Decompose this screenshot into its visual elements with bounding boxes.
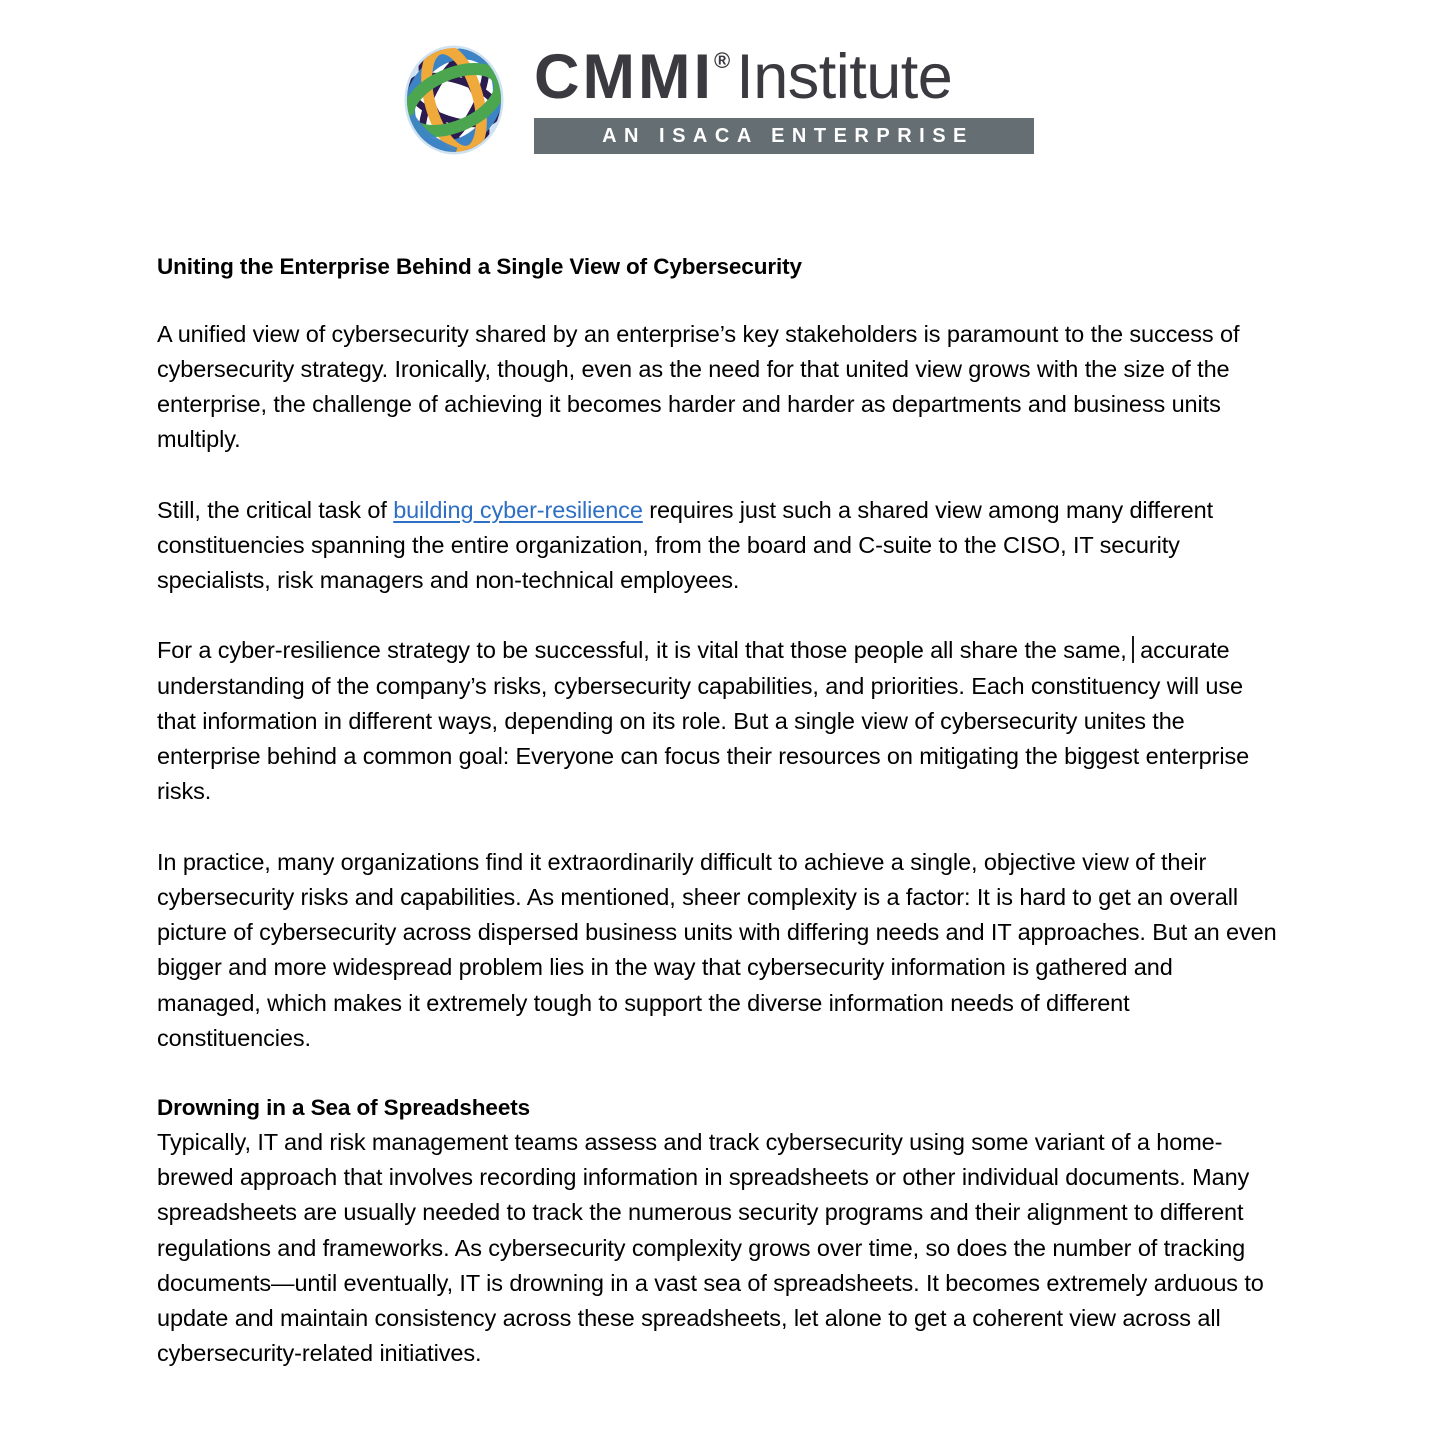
logo-tagline-bar: AN ISACA ENTERPRISE <box>534 118 1034 154</box>
section-subheading-spreadsheets: Drowning in a Sea of Spreadsheets <box>157 1095 531 1121</box>
logo-registered-mark: ® <box>713 48 731 73</box>
logo-lockup <box>400 38 1034 158</box>
paragraph-5: Typically, IT and risk management teams assess and track cybersecurity using some variant of a home-brewed approach that involves recording information in spreadsheets or other individual documents. Many spreadsheets are usually needed to track the numerous security programs and their alignment to different regulations and frameworks. As cybersecurity complexity grows over time, so does the number of tracking documents—until eventually, IT is drowning in a vast sea of spreadsheets. It becomes extremely arduous to update and maintain consistency across these spreadsheets, let alone to get a coherent view across all cybersecurity-related initiatives. <box>157 1128 1264 1367</box>
paragraph-spacer <box>157 598 1279 633</box>
building-cyber-resilience-link[interactable]: building cyber-resilience <box>393 496 643 523</box>
paragraph-spacer <box>157 810 1279 845</box>
document-content[interactable] <box>157 252 1279 1372</box>
logo-wordmark-cmmi: CMMI <box>534 42 714 112</box>
page-title: Uniting the Enterprise Behind a Single View of Cybersecurity <box>157 254 802 279</box>
paragraph-3-text-before-caret: For a cyber-resilience strategy to be successful, it is vital that those people all share the same, <box>157 637 1127 664</box>
logo-wordmark-institute: Institute <box>736 42 953 112</box>
paragraph-4: In practice, many organizations find it extraordinarily difficult to achieve a single, objective view of their cybersecurity risks and capabilities. As mentioned, sheer complexity is a factor: It is hard to get an overall picture of cybersecurity across dispersed business units with differing needs and IT approaches. But an even bigger and more widespread problem lies in the way that cybersecurity information is gathered and managed, which makes it extremely tough to support the diverse information needs of different constituencies. <box>157 848 1277 1051</box>
paragraph-spacer <box>157 282 1279 317</box>
paragraph-3 <box>157 633 1279 809</box>
logo-wordmark <box>534 42 1034 112</box>
cmmi-globe-logo-icon <box>400 38 508 158</box>
paragraph-1: A unified view of cybersecurity shared by an enterprise’s key stakeholders is paramount to the success of cybersecurity strategy. Ironically, though, even as the need for that united view grows with the size of the enterprise, the challenge of achieving it becomes harder and harder as departments and business units multiply. <box>157 320 1240 453</box>
logo-text-block <box>534 42 1034 154</box>
paragraph-spacer <box>157 458 1279 493</box>
logo-header <box>0 38 1434 158</box>
paragraph-2-text-after-link: requires just such a shared view among many different constituencies spanning the entire organization, from the board and C-suite to the CISO, IT security specialists, risk managers and non-technical employees. <box>157 496 1214 594</box>
paragraph-spacer <box>157 1056 1279 1091</box>
paragraph-2 <box>157 493 1279 599</box>
paragraph-3-text-after-caret: accurate understanding of the company’s risks, cybersecurity capabilities, and priorities. Each constituency will use that information in different ways, depending on its role. But a single view of cybersecurity unites the enterprise behind a common goal: Everyone can focus their resources on mitigating the biggest enterprise risks. <box>157 637 1250 805</box>
paragraph-2-text-before-link: Still, the critical task of <box>157 496 394 523</box>
